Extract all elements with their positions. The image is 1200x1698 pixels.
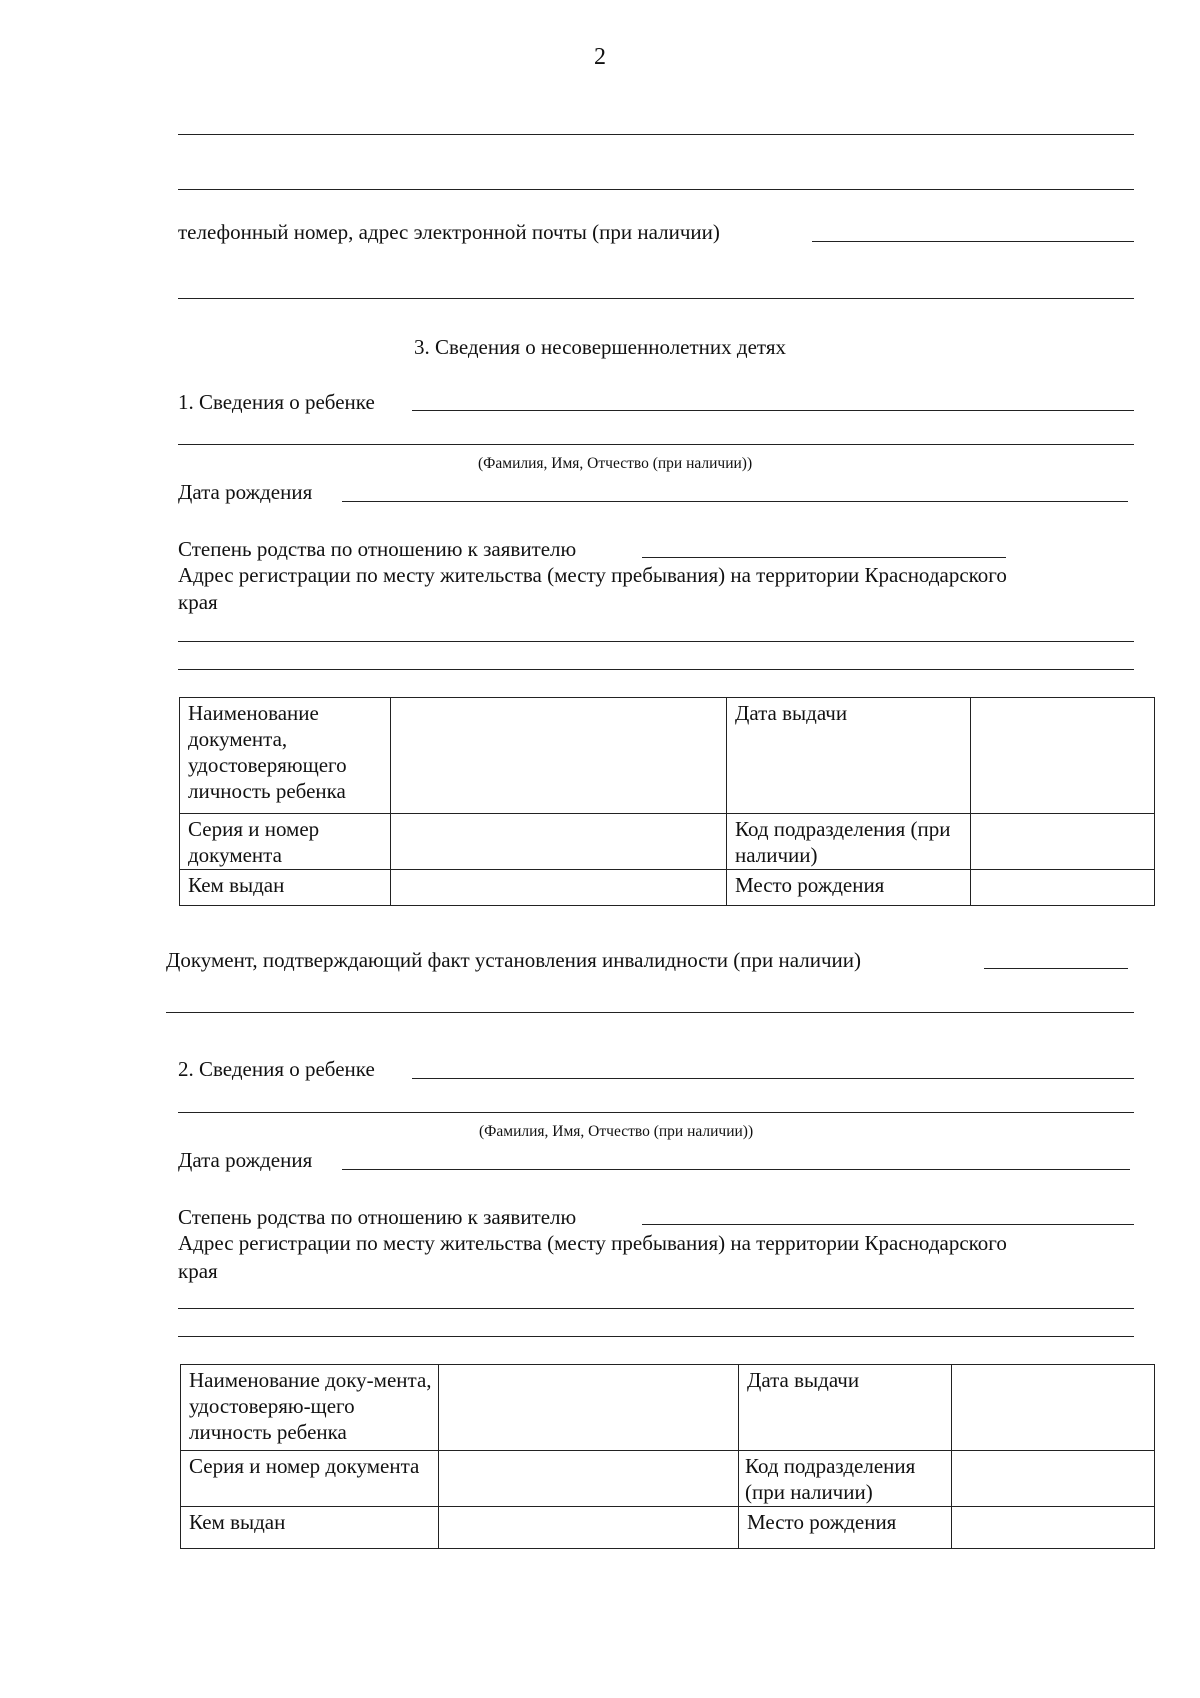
child2-birth-place-cell[interactable] [952, 1507, 1155, 1549]
child1-address-line-2[interactable] [178, 669, 1134, 670]
child2-relation-label: Степень родства по отношению к заявителю [178, 1205, 577, 1229]
child1-heading: 1. Сведения о ребенке [178, 390, 375, 414]
child2-birth-date-label: Дата рождения [178, 1148, 313, 1172]
blank-line[interactable] [178, 189, 1134, 190]
child1-issued-by-cell[interactable] [391, 870, 727, 906]
child2-fio-hint: (Фамилия, Имя, Отчество (при наличии)) [479, 1123, 754, 1140]
child1-disability-label: Документ, подтверждающий факт установления инвалидности (при наличии) [166, 948, 862, 972]
child1-relation-line[interactable] [642, 557, 1006, 558]
child2-series-cell[interactable] [439, 1451, 739, 1507]
child1-relation-label: Степень родства по отношению к заявителю [178, 537, 577, 561]
contact-label: телефонный номер, адрес электронной почты (при наличии) [178, 220, 720, 244]
child1-birth-date-line[interactable] [342, 501, 1128, 502]
contact-input-line[interactable] [812, 241, 1134, 242]
child2-issued-by-cell[interactable] [439, 1507, 739, 1549]
child2-fio-line[interactable] [412, 1078, 1134, 1079]
child1-address-label: Адрес регистрации по месту жительства (месту пребывания) на территории Краснодарского [178, 563, 1007, 587]
blank-line[interactable] [178, 298, 1134, 299]
child2-relation-line[interactable] [642, 1224, 1134, 1225]
child2-address-line-2[interactable] [178, 1336, 1134, 1337]
page-number: 2 [594, 44, 606, 70]
child2-doc-name-cell[interactable] [439, 1365, 739, 1451]
child1-birth-date-label: Дата рождения [178, 480, 313, 504]
child1-doc-name-cell[interactable] [391, 698, 727, 814]
child2-unit-code-cell[interactable] [952, 1451, 1155, 1507]
child1-series-label: Серия и номер документа [180, 814, 391, 870]
child1-series-cell[interactable] [391, 814, 727, 870]
child2-issued-by-label: Кем выдан [181, 1507, 439, 1549]
child1-unit-code-cell[interactable] [971, 814, 1155, 870]
child2-birth-place-label: Место рождения [739, 1507, 952, 1549]
child2-unit-code-label: Код подразделения (при наличии) [739, 1451, 952, 1507]
child2-issue-date-cell[interactable] [952, 1365, 1155, 1451]
child1-disability-line-2[interactable] [166, 1012, 1134, 1013]
child1-doc-name-label: Наименование документа, удостоверяющего личность ребенка [180, 698, 391, 814]
child1-birth-place-cell[interactable] [971, 870, 1155, 906]
child1-unit-code-label: Код подразделения (при наличии) [727, 814, 971, 870]
child1-issued-by-label: Кем выдан [180, 870, 391, 906]
child2-document-table [180, 1364, 1155, 1549]
child2-address-line[interactable] [178, 1308, 1134, 1309]
child1-issue-date-cell[interactable] [971, 698, 1155, 814]
child1-disability-line[interactable] [984, 968, 1128, 969]
child2-issue-date-label: Дата выдачи [739, 1365, 952, 1451]
child2-address-label: Адрес регистрации по месту жительства (месту пребывания) на территории Краснодарского [178, 1231, 1007, 1255]
child2-address-label-cont: края [178, 1259, 218, 1283]
child1-birth-place-label: Место рождения [727, 870, 971, 906]
child1-issue-date-label: Дата выдачи [727, 698, 971, 814]
child2-birth-date-line[interactable] [342, 1169, 1130, 1170]
child1-document-table [179, 697, 1155, 906]
child1-fio-hint: (Фамилия, Имя, Отчество (при наличии)) [478, 455, 753, 472]
child1-fio-line[interactable] [412, 410, 1134, 411]
child2-doc-name-label: Наименование доку-мента, удостоверяю-щего личность ребенка [181, 1365, 439, 1451]
child2-fio-line-2[interactable] [178, 1112, 1134, 1113]
child1-fio-line-2[interactable] [178, 444, 1134, 445]
child2-heading: 2. Сведения о ребенке [178, 1057, 375, 1081]
blank-line[interactable] [178, 134, 1134, 135]
child2-series-label: Серия и номер документа [181, 1451, 439, 1507]
section-title: 3. Сведения о несовершеннолетних детях [414, 335, 786, 359]
child1-address-label-cont: края [178, 590, 218, 614]
child1-address-line[interactable] [178, 641, 1134, 642]
